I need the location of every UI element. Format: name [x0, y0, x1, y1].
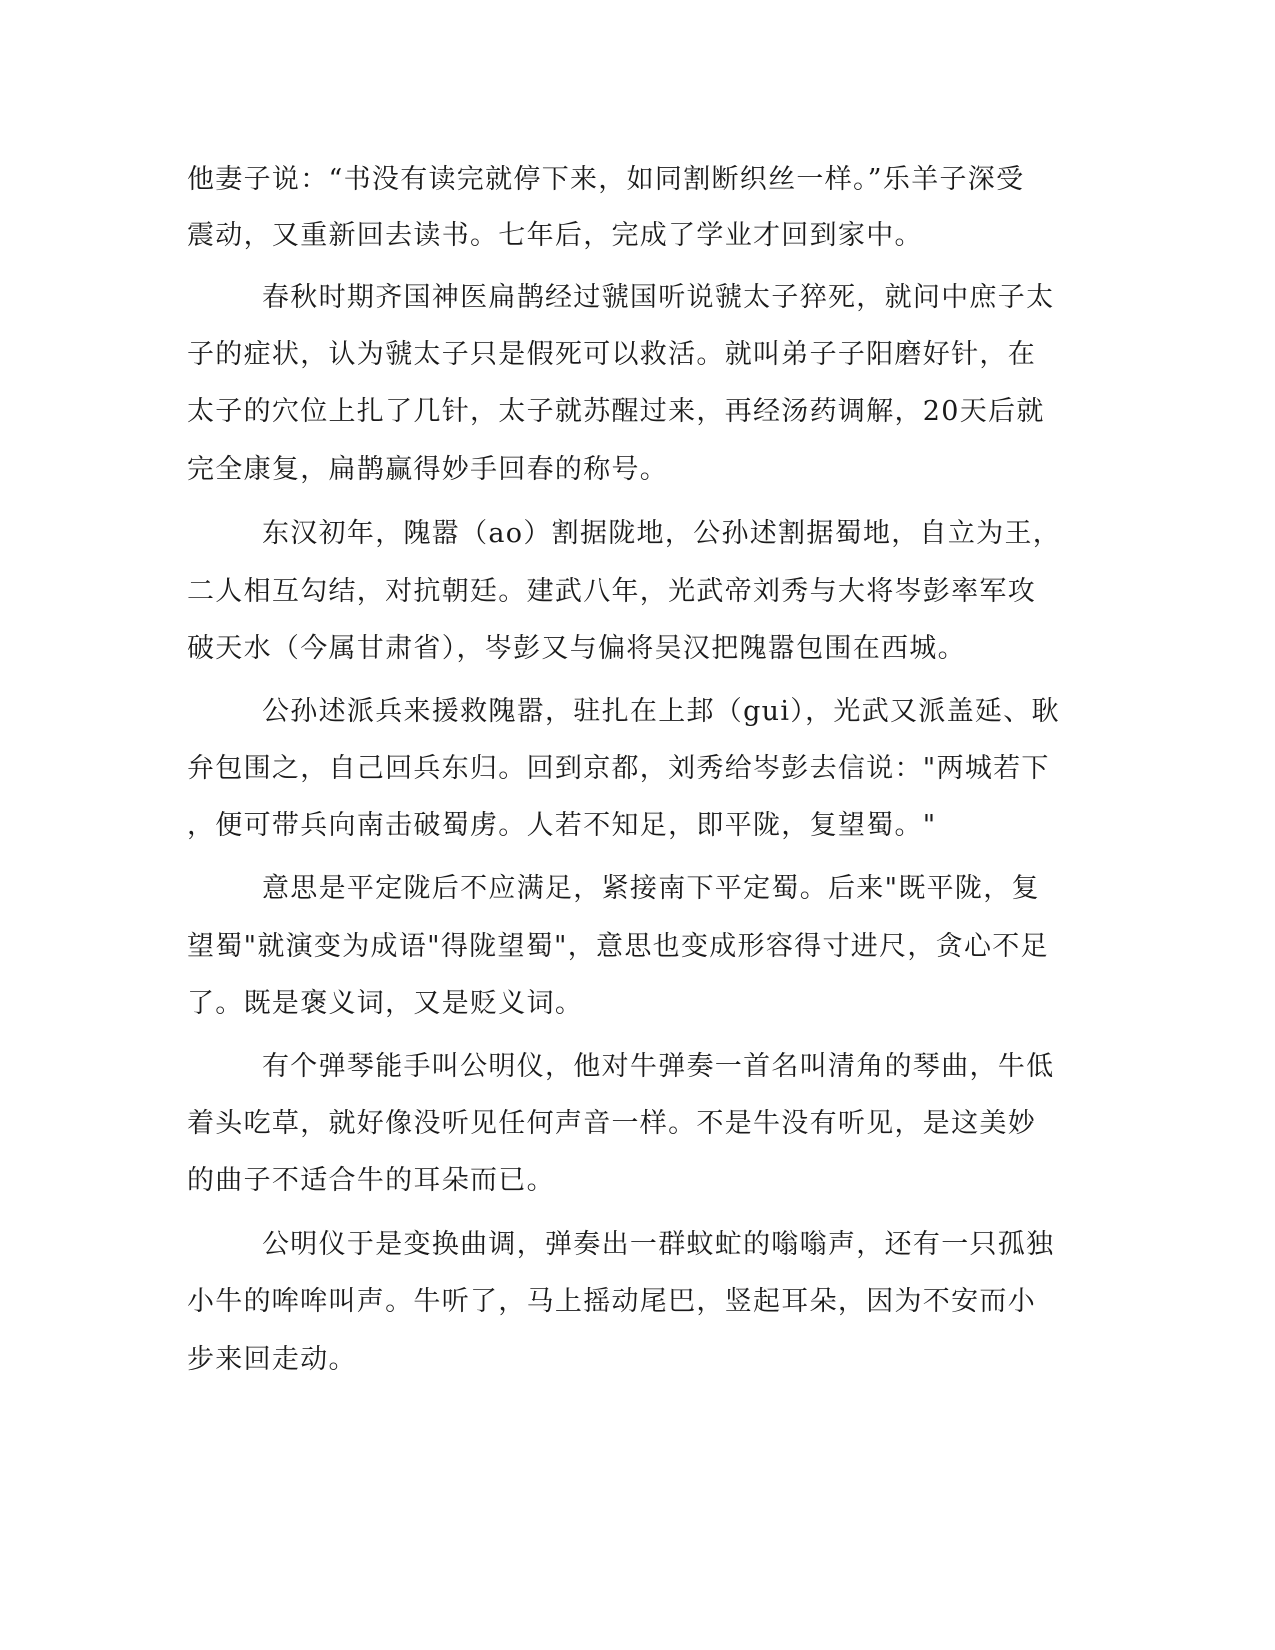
text-line: 完全康复，扁鹊赢得妙手回春的称号。: [187, 454, 669, 485]
text-line: 破天水（今属甘肃省），岑彭又与偏将吴汉把隗嚣包围在西城。: [187, 633, 966, 664]
paragraph-start-line: 春秋时期齐国神医扁鹊经过虢国听说虢太子猝死，就问中庶子太: [262, 282, 1055, 313]
text-line: 着头吃草，就好像没听见任何声音一样。不是牛没有听见，是这美妙: [187, 1108, 1036, 1139]
text-line: 了。既是褒义词，又是贬义词。: [187, 988, 584, 1019]
text-line: ，便可带兵向南击破蜀虏。人若不知足，即平陇，复望蜀。": [187, 810, 937, 841]
text-line: 二人相互勾结，对抗朝廷。建武八年，光武帝刘秀与大将岑彭率军攻: [187, 576, 1036, 607]
text-line: 小牛的哞哞叫声。牛听了，马上摇动尾巴，竖起耳朵，因为不安而小: [187, 1286, 1036, 1317]
text-line: 子的症状，认为虢太子只是假死可以救活。就叫弟子子阳磨好针，在: [187, 339, 1036, 370]
paragraph-start-line: 公孙述派兵来援救隗嚣，驻扎在上邽（gui），光武又派盖延、耿: [262, 696, 1060, 727]
text-line: 震动，又重新回去读书。七年后，完成了学业才回到家中。: [187, 220, 923, 251]
text-line: 弁包围之，自己回兵东归。回到京都，刘秀给岑彭去信说："两城若下: [187, 753, 1050, 784]
text-line: 太子的穴位上扎了几针，太子就苏醒过来，再经汤药调解，20天后就: [187, 396, 1045, 427]
text-line: 望蜀"就演变为成语"得陇望蜀"，意思也变成形容得寸进尺，贪心不足: [187, 931, 1049, 962]
paragraph-start-line: 东汉初年，隗嚣（ao）割据陇地，公孙述割据蜀地，自立为王，: [262, 518, 1062, 549]
paragraph-start-line: 意思是平定陇后不应满足，紧接南下平定蜀。后来"既平陇，复: [262, 873, 1040, 904]
text-line: 步来回走动。: [187, 1344, 357, 1375]
text-line: 他妻子说：“书没有读完就停下来，如同割断织丝一样。”乐羊子深受: [187, 164, 1025, 195]
paragraph-start-line: 有个弹琴能手叫公明仪，他对牛弹奏一首名叫清角的琴曲，牛低: [262, 1051, 1055, 1082]
paragraph-start-line: 公明仪于是变换曲调，弹奏出一群蚊虻的嗡嗡声，还有一只孤独: [262, 1229, 1055, 1260]
text-line: 的曲子不适合牛的耳朵而已。: [187, 1165, 555, 1196]
